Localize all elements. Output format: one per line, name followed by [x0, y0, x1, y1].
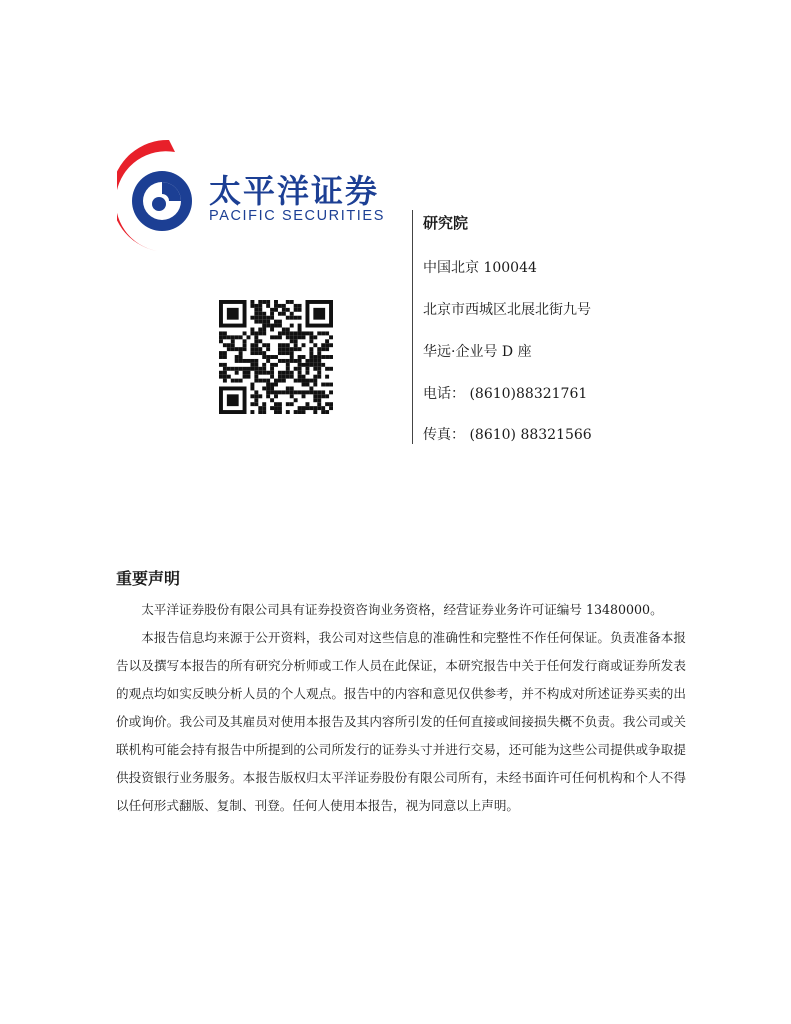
contact-block — [412, 210, 712, 444]
company-logo — [117, 138, 385, 253]
notice-title: 重要声明 — [116, 569, 181, 588]
notice-paragraph: 太平洋证券股份有限公司具有证券投资咨询业务资格，经营证券业务许可证编号 13480000。 — [141, 602, 663, 617]
contact-fax: 传真： (8610) 88321566 — [423, 427, 592, 443]
contact-postcode: 中国北京 100044 — [423, 260, 537, 276]
notice-paragraph: 本报告信息均来源于公开资料，我公司对这些信息的准确性和完整性不作任何保证。负责准备本报告以及撰写本报告的所有研究分析师或工作人员在此保证，本研究报告中关于任何发行商或证券所发表的观点均如实反映分析人员的个人观点。报告中的内容和意见仅供参考，并不构成对所述证券买卖的出价或询价。我公司及其雇员对使用本报告及其内容所引发的任何直接或间接损失概不负责。我公司或关联机构可能会持有报告中所提到的公司所发行的证券头寸并进行交易，还可能为这些公司提供或争取提供投资银行业务服务。本报告版权归太平洋证券股份有限公司所有，未经书面许可任何机构和个人不得以任何形式翻版、复制、刊登。任何人使用本报告，视为同意以上声明。 — [116, 630, 686, 813]
contact-title: 研究院 — [423, 214, 469, 232]
contact-address: 北京市西城区北展北街九号 — [423, 302, 591, 318]
contact-phone: 电话： (8610)88321761 — [423, 386, 588, 402]
qr-code-icon — [219, 300, 333, 414]
logo-mark-icon — [117, 138, 207, 253]
notice-body — [116, 596, 686, 820]
brand-name-cn: 太平洋证券 — [209, 172, 380, 210]
contact-building: 华远·企业号 D 座 — [423, 344, 532, 360]
brand-name-en: PACIFIC SECURITIES — [209, 208, 385, 224]
